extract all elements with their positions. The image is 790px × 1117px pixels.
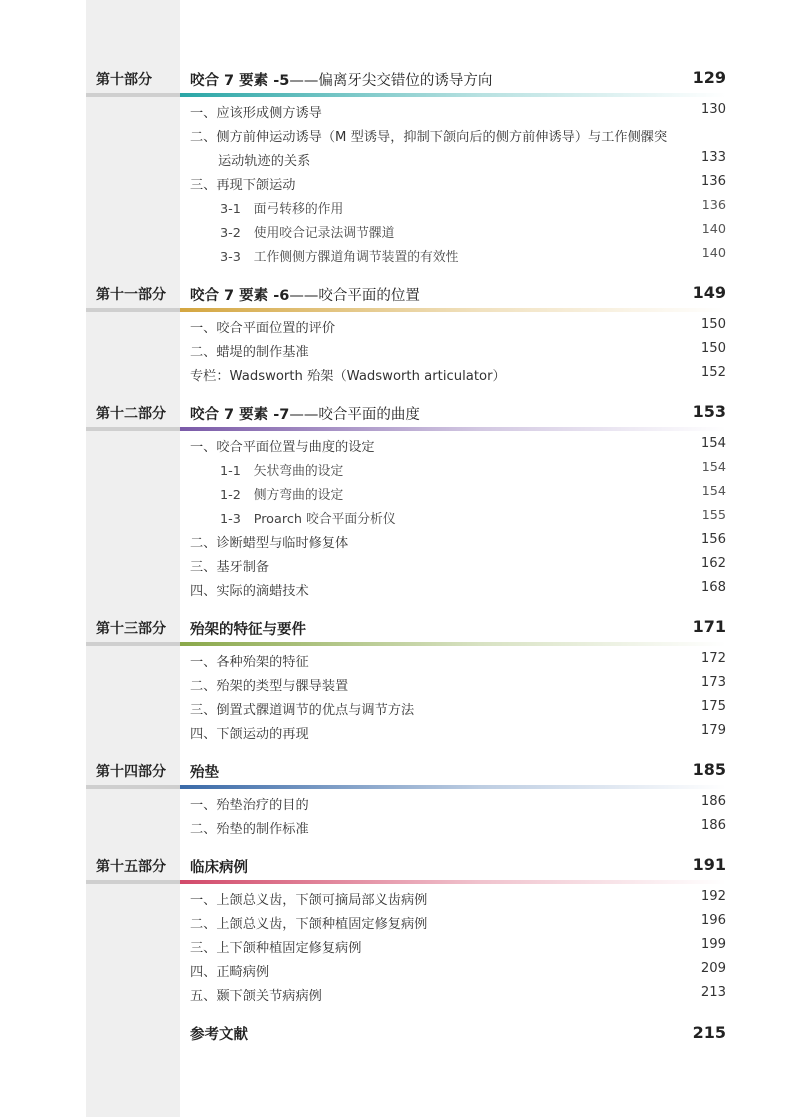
part-label: 第十三部分 [96, 621, 166, 637]
part-page-number: 153 [692, 402, 726, 421]
toc-subentry[interactable] [0, 460, 790, 482]
part-label: 第十部分 [96, 72, 152, 88]
entry-page-number: 168 [700, 580, 726, 595]
entry-title: 一、咬合平面位置与曲度的设定 [190, 440, 375, 455]
part-title-main: 咬合 7 要素 -7 [190, 407, 290, 423]
entry-title: 一、殆垫治疗的目的 [190, 798, 309, 813]
toc-subentry[interactable] [0, 246, 790, 268]
references-title: 参考文献 [190, 1027, 248, 1043]
part-title [190, 69, 492, 90]
part-page-number: 129 [692, 68, 726, 87]
part-title-main: 咬合 7 要素 -5 [190, 73, 290, 89]
part-heading[interactable] [0, 761, 790, 787]
toc-entry[interactable] [0, 341, 790, 363]
toc-entry[interactable] [0, 150, 790, 172]
entry-title: 3-3 工作侧侧方髁道角调节装置的有效性 [220, 250, 459, 265]
toc-entry[interactable] [0, 532, 790, 554]
toc-entry[interactable] [0, 985, 790, 1007]
entry-page-number: 136 [701, 198, 726, 213]
entry-page-number: 179 [700, 723, 726, 738]
divider-accent-segment [180, 880, 726, 884]
entry-title: 1-1 矢状弯曲的设定 [220, 464, 344, 479]
entry-page-number: 156 [700, 532, 726, 547]
entry-page-number: 130 [700, 102, 726, 117]
entry-title: 一、咬合平面位置的评价 [190, 321, 336, 336]
part-label: 第十五部分 [96, 859, 166, 875]
entry-title: 三、上下颌种植固定修复病例 [190, 941, 362, 956]
part-title-main: 临床病例 [190, 860, 248, 876]
part-divider [86, 785, 726, 789]
entry-page-number: 150 [700, 341, 726, 356]
toc-subentry[interactable] [0, 198, 790, 220]
divider-accent-segment [180, 427, 726, 431]
divider-accent-segment [180, 642, 726, 646]
toc-entry[interactable] [0, 937, 790, 959]
divider-gray-segment [86, 880, 180, 884]
entry-title: 五、颞下颌关节病病例 [190, 989, 322, 1004]
entry-title: 四、下颌运动的再现 [190, 727, 309, 742]
toc-entry[interactable] [0, 556, 790, 578]
entry-title: 三、再现下颌运动 [190, 178, 296, 193]
part-divider [86, 93, 726, 97]
toc-entry[interactable] [0, 818, 790, 840]
part-heading[interactable] [0, 69, 790, 95]
part-label: 第十二部分 [96, 406, 166, 422]
entry-page-number: 209 [700, 961, 726, 976]
entry-title: 一、各种殆架的特征 [190, 655, 309, 670]
toc-entry[interactable] [0, 675, 790, 697]
part-subtitle: ——咬合平面的曲度 [289, 407, 420, 423]
references-page-number: 215 [692, 1023, 726, 1042]
entry-page-number: 155 [701, 508, 726, 523]
divider-gray-segment [86, 427, 180, 431]
part-heading[interactable] [0, 284, 790, 310]
entry-title: 二、殆架的类型与髁导装置 [190, 679, 349, 694]
toc-entry[interactable] [0, 651, 790, 673]
entry-title: 二、蜡堤的制作基准 [190, 345, 309, 360]
part-label: 第十一部分 [96, 287, 166, 303]
entry-page-number: 133 [700, 150, 726, 165]
toc-entry[interactable] [0, 317, 790, 339]
toc-entry[interactable] [0, 794, 790, 816]
entry-page-number: 136 [700, 174, 726, 189]
toc-subentry[interactable] [0, 222, 790, 244]
part-title-main: 殆架的特征与要件 [190, 622, 306, 638]
entry-page-number: 173 [700, 675, 726, 690]
entry-page-number: 154 [701, 484, 726, 499]
part-title [190, 403, 420, 424]
toc-subentry[interactable] [0, 484, 790, 506]
entry-page-number: 162 [700, 556, 726, 571]
divider-gray-segment [86, 93, 180, 97]
entry-title: 四、正畸病例 [190, 965, 270, 980]
entry-page-number: 213 [700, 985, 726, 1000]
divider-gray-segment [86, 785, 180, 789]
entry-page-number: 154 [700, 436, 726, 451]
part-divider [86, 880, 726, 884]
entry-page-number: 175 [700, 699, 726, 714]
entry-title: 一、应该形成侧方诱导 [190, 106, 322, 121]
entry-page-number: 150 [700, 317, 726, 332]
toc-subentry[interactable] [0, 508, 790, 530]
part-heading[interactable] [0, 403, 790, 429]
toc-entry[interactable] [0, 913, 790, 935]
part-divider [86, 308, 726, 312]
part-page-number: 171 [692, 617, 726, 636]
toc-entry[interactable] [0, 723, 790, 745]
part-heading[interactable] [0, 856, 790, 882]
entry-page-number: 152 [700, 365, 726, 380]
entry-page-number: 196 [700, 913, 726, 928]
entry-title: 一、上颌总义齿，下颌可摘局部义齿病例 [190, 893, 428, 908]
divider-gray-segment [86, 308, 180, 312]
divider-accent-segment [180, 93, 726, 97]
toc-entry[interactable] [0, 436, 790, 458]
part-title [190, 856, 248, 877]
toc-entry[interactable] [0, 889, 790, 911]
part-page-number: 149 [692, 283, 726, 302]
entry-page-number: 140 [701, 246, 726, 261]
toc-entry[interactable] [0, 365, 790, 387]
toc-entry[interactable] [0, 699, 790, 721]
entry-title: 二、侧方前伸运动诱导（M 型诱导，抑制下颌向后的侧方前伸诱导）与工作侧髁突 [190, 130, 668, 145]
entry-page-number: 140 [701, 222, 726, 237]
entry-page-number: 192 [700, 889, 726, 904]
part-heading[interactable] [0, 618, 790, 644]
divider-accent-segment [180, 785, 726, 789]
entry-page-number: 186 [700, 818, 726, 833]
part-subtitle: ——偏离牙尖交错位的诱导方向 [289, 73, 493, 89]
toc-entry[interactable] [0, 102, 790, 124]
part-title-main: 殆垫 [190, 765, 219, 781]
part-subtitle: ——咬合平面的位置 [289, 288, 420, 304]
entry-title: 3-1 面弓转移的作用 [220, 202, 344, 217]
references-entry[interactable] [0, 1023, 790, 1047]
entry-title: 3-2 使用咬合记录法调节髁道 [220, 226, 395, 241]
entry-page-number: 186 [700, 794, 726, 809]
entry-title: 四、实际的滴蜡技术 [190, 584, 309, 599]
part-divider [86, 427, 726, 431]
part-title [190, 284, 420, 305]
entry-title: 1-3 Proarch 咬合平面分析仪 [220, 512, 396, 527]
toc-entry[interactable] [0, 126, 790, 148]
part-title-main: 咬合 7 要素 -6 [190, 288, 290, 304]
part-label: 第十四部分 [96, 764, 166, 780]
entry-title: 二、上颌总义齿，下颌种植固定修复病例 [190, 917, 428, 932]
entry-title: 三、倒置式髁道调节的优点与调节方法 [190, 703, 415, 718]
part-title [190, 761, 219, 782]
part-divider [86, 642, 726, 646]
part-page-number: 191 [692, 855, 726, 874]
toc-entry[interactable] [0, 174, 790, 196]
entry-title: 1-2 侧方弯曲的设定 [220, 488, 344, 503]
entry-title: 运动轨迹的关系 [218, 154, 311, 169]
entry-page-number: 154 [701, 460, 726, 475]
entry-title: 二、诊断蜡型与临时修复体 [190, 536, 349, 551]
entry-page-number: 172 [700, 651, 726, 666]
entry-page-number: 199 [700, 937, 726, 952]
entry-title: 二、殆垫的制作标准 [190, 822, 309, 837]
entry-title: 专栏：Wadsworth 殆架（Wadsworth articulator） [190, 369, 506, 384]
toc-entry[interactable] [0, 580, 790, 602]
toc-entry[interactable] [0, 961, 790, 983]
entry-title: 三、基牙制备 [190, 560, 270, 575]
divider-accent-segment [180, 308, 726, 312]
divider-gray-segment [86, 642, 180, 646]
part-title [190, 618, 306, 639]
part-page-number: 185 [692, 760, 726, 779]
